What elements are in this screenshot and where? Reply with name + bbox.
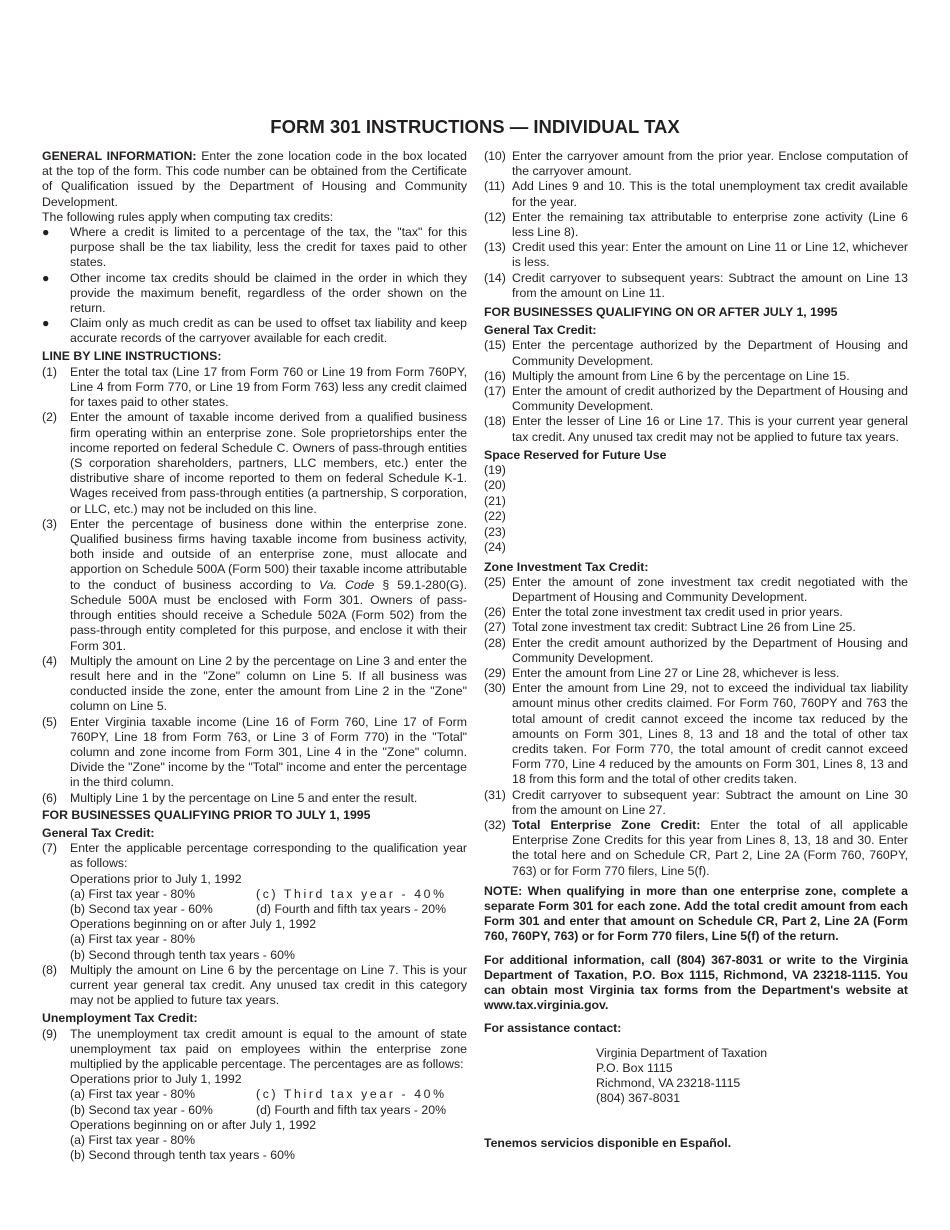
line-item-32: (32) Total Enterprise Zone Credit: Enter the total of all applicable Enterprise Zone Credits for this year from Lines 8, 13, 18 and 30. Enter the total here and on Schedule CR, Part 2, Line 2A (Form 760, 760PY, 763) or for Form 770 filers, Line 5(f). bbox=[484, 817, 908, 878]
line-item-12: (12) Enter the remaining tax attributable to enterprise zone activity (Line 6 less Line 8). bbox=[484, 209, 908, 240]
reserved-line: (20) bbox=[484, 478, 506, 493]
operations-after-label: Operations beginning on or after July 1, 1992 bbox=[70, 1117, 317, 1132]
line-item-3: (3) Enter the percentage of business done within the enterprise zone. Qualified business firms having taxable income from business activity, both inside and outside of an enterprise zone, must allocate and apportion on Schedule 500A (Form 500) their taxable income attributable to the conduct of business according to Va. Code § 59.1-280(G). Schedule 500A must be enclosed with Form 301. Owners of pass-through entities should receive a Schedule 502A (Form 502) from the pass-through entity completed for this purpose, and enclose it with their Form 301. bbox=[42, 516, 467, 653]
percentage-row: (a) First tax year - 80% bbox=[70, 1133, 196, 1147]
line-item-27: (27) Total zone investment tax credit: Subtract Line 26 from Line 25. bbox=[484, 620, 856, 635]
percentage-row: (b) Second through tenth tax years - 60% bbox=[70, 947, 295, 962]
spanish-services-note: Tenemos servicios disponible en Español. bbox=[484, 1136, 732, 1151]
reserved-line: (22) bbox=[484, 509, 506, 524]
rules-intro: The following rules apply when computing tax credits: bbox=[42, 209, 334, 224]
address-line: Richmond, VA 23218-1115 bbox=[596, 1076, 741, 1090]
line-item-17: (17) Enter the amount of credit authorized by the Department of Housing and Community Development. bbox=[484, 384, 908, 414]
line-item-25: (25) Enter the amount of zone investment tax credit negotiated with the Department of Housing and Community Development. bbox=[484, 574, 908, 604]
zone-investment-label: Zone Investment Tax Credit: bbox=[484, 559, 649, 574]
left-column bbox=[42, 149, 467, 1163]
percentage-row: (b) Second through tenth tax years - 60% bbox=[70, 1148, 295, 1163]
line-item-13: (13) Credit used this year: Enter the amount on Line 11 or Line 12, whichever is less. bbox=[484, 240, 908, 270]
general-information bbox=[42, 149, 467, 210]
line-item-7: (7) Enter the applicable percentage corresponding to the qualification year as follows: bbox=[42, 841, 467, 871]
bullet-icon: ● bbox=[42, 225, 50, 240]
additional-information: For additional information, call (804) 367-8031 or write to the Virginia Department of Taxation, P.O. Box 1115, Richmond, VA 23218-1115. You can obtain most Virginia tax forms from the Department's website at www.tax.virginia.gov. bbox=[484, 952, 908, 1013]
assistance-label: For assistance contact: bbox=[484, 1021, 622, 1036]
line-by-line-heading: LINE BY LINE INSTRUCTIONS: bbox=[42, 348, 222, 363]
rule-bullet: ● Where a credit is limited to a percentage of the tax, the "tax" for this purpose shall be the tax liability, less the credit for taxes paid to other states. bbox=[42, 225, 467, 270]
reserved-line: (19) bbox=[484, 463, 506, 478]
address-line: P.O. Box 1115 bbox=[596, 1060, 673, 1075]
address-line: Virginia Department of Taxation bbox=[596, 1045, 768, 1060]
line-item-16: (16) Multiply the amount from Line 6 by the percentage on Line 15. bbox=[484, 368, 850, 383]
general-tax-credit-label: General Tax Credit: bbox=[42, 825, 155, 840]
general-tax-credit-label: General Tax Credit: bbox=[484, 323, 597, 338]
line-item-26: (26) Enter the total zone investment tax credit used in prior years. bbox=[484, 605, 843, 620]
percentage-row: (a) First tax year - 80% (c) Third tax year - 40% bbox=[70, 1087, 447, 1102]
reserved-line: (21) bbox=[484, 493, 506, 508]
mailing-address bbox=[596, 1046, 908, 1107]
line-item-6: (6) Multiply Line 1 by the percentage on Line 5 and enter the result. bbox=[42, 790, 418, 805]
after-1995-heading: FOR BUSINESSES QUALIFYING ON OR AFTER JULY 1, 1995 bbox=[484, 305, 838, 320]
line-item-31: (31) Credit carryover to subsequent year: Subtract the amount on Line 30 from the amount on Line 27. bbox=[484, 787, 908, 817]
right-column bbox=[484, 149, 908, 1152]
reserved-line: (24) bbox=[484, 540, 506, 555]
line-item-30: (30) Enter the amount from Line 29, not to exceed the individual tax liability amount minus other credits claimed. For Form 760, 760PY and 763 the total amount of credit cannot exceed the income tax reduced by the amounts on Form 301, Lines 8, 13 and 18 and the total of other tax credits taken. For Form 770, the total amount of credit cannot exceed Form 770, Line 4 reduced by the amounts on Form 301, Lines 8, 13 and 18 from this form and the total of other credits taken. bbox=[484, 681, 908, 787]
rule-bullet: ● Claim only as much credit as can be used to offset tax liability and keep accurate records of the carryover available for each credit. bbox=[42, 316, 467, 346]
general-information-text: Enter the zone location code in the box located at the top of the form. This code number can be obtained from the Certificate of Qualification issued by the Department of Housing and Community Development. bbox=[42, 149, 467, 209]
line-item-11: (11) Add Lines 9 and 10. This is the total unemployment tax credit available for the year. bbox=[484, 179, 908, 209]
line-item-18: (18) Enter the lesser of Line 16 or Line 17. This is your current year general tax credit. Any unused tax credit may not be applied to future tax years. bbox=[484, 414, 908, 444]
bullet-icon: ● bbox=[42, 270, 50, 285]
percentage-row: (b) Second tax year - 60% (d) Fourth and fifth tax years - 20% bbox=[70, 1102, 447, 1117]
line-item-29: (29) Enter the amount from Line 27 or Line 28, whichever is less. bbox=[484, 665, 840, 680]
line-item-28: (28) Enter the credit amount authorized by the Department of Housing and Community Development. bbox=[484, 635, 908, 665]
rule-bullet: ● Other income tax credits should be claimed in the order in which they provide the maximum benefit, regardless of the order shown on the return. bbox=[42, 270, 467, 316]
page-title: FORM 301 INSTRUCTIONS — INDIVIDUAL TAX bbox=[270, 116, 680, 137]
line-item-5: (5) Enter Virginia taxable income (Line 16 of Form 760, Line 17 of Form 760PY, Line 18 from Form 763, or Line 3 of Form 770) in the "Total" column and zone income from Form 301, Line 4 in the "Zone" column. Divide the "Zone" income by the "Total" income and enter the percentage in the third column. bbox=[42, 714, 467, 790]
percentage-row: (a) First tax year - 80% (c) Third tax year - 40% bbox=[70, 886, 447, 901]
line-item-9: (9) The unemployment tax credit amount is equal to the amount of state unemployment tax paid on employees within the enterprise zone multiplied by the applicable percentage. The percentages are as follows: bbox=[42, 1026, 467, 1071]
line-item-14: (14) Credit carryover to subsequent years: Subtract the amount on Line 13 from the amount on Line 11. bbox=[484, 270, 908, 300]
unemployment-tax-credit-label: Unemployment Tax Credit: bbox=[42, 1011, 198, 1026]
line-item-2: (2) Enter the amount of taxable income derived from a qualified business firm operating within an enterprise zone. Sole proprietorships enter the income reported on federal Schedule C. Owners of pass-through entities (S corporation shareholders, partners, LLC members, etc.) enter the distributive share of income reported to them on federal Schedule K-1. Wages received from pass-through entities (a partnership, S corporation, or LLC, etc.) may not be included on this line. bbox=[42, 410, 467, 516]
reserved-label: Space Reserved for Future Use bbox=[484, 447, 667, 462]
bullet-icon: ● bbox=[42, 316, 50, 331]
line-item-8: (8) Multiply the amount on Line 6 by the percentage on Line 7. This is your current year general tax credit. Any unused tax credit in this category may not be applied to future tax years. bbox=[42, 962, 467, 1008]
reserved-line: (23) bbox=[484, 524, 506, 539]
line-item-10: (10) Enter the carryover amount from the prior year. Enclose computation of the carryover amount. bbox=[484, 149, 908, 179]
general-information-label: GENERAL INFORMATION: bbox=[42, 149, 197, 163]
address-phone: (804) 367-8031 bbox=[596, 1091, 681, 1106]
operations-prior-label: Operations prior to July 1, 1992 bbox=[70, 871, 242, 886]
operations-prior-label: Operations prior to July 1, 1992 bbox=[70, 1072, 242, 1087]
percentage-row: (a) First tax year - 80% bbox=[70, 932, 196, 947]
line-item-4: (4) Multiply the amount on Line 2 by the percentage on Line 3 and enter the result here and in the "Zone" column on Line 5. If all business was conducted inside the zone, enter the amount from Line 2 in the "Zone" column on Line 5. bbox=[42, 653, 467, 714]
prior-1995-heading: FOR BUSINESSES QUALIFYING PRIOR TO JULY 1, 1995 bbox=[42, 807, 371, 822]
line-item-1: (1) Enter the total tax (Line 17 from Form 760 or Line 19 from Form 760PY, Line 4 from Form 770, or Line 19 from Form 763) less any credit claimed for taxes paid to other states. bbox=[42, 364, 467, 410]
multi-zone-note: NOTE: When qualifying in more than one enterprise zone, complete a separate Form 301 for each zone. Add the total credit amount from each Form 301 and enter that amount on Schedule CR, Part 2, Line 2A (Form 760, 760PY, 763) or for Form 770 filers, Line 5(f) of the return. bbox=[484, 883, 908, 944]
line-item-15: (15) Enter the percentage authorized by the Department of Housing and Community Development. bbox=[484, 338, 908, 368]
operations-after-label: Operations beginning on or after July 1, 1992 bbox=[70, 917, 317, 932]
percentage-row: (b) Second tax year - 60% (d) Fourth and fifth tax years - 20% bbox=[70, 901, 447, 916]
